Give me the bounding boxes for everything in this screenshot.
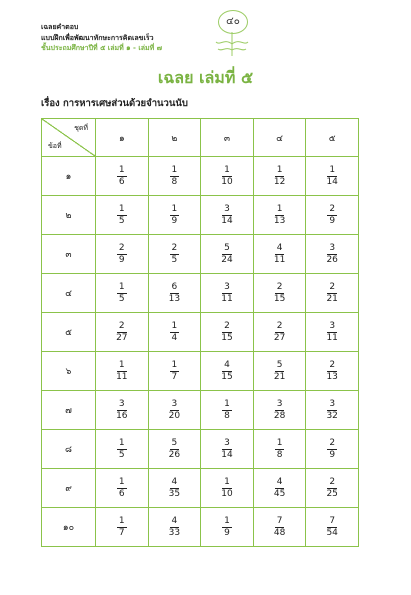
answer-cell [148, 196, 201, 235]
row-label: ๔ [42, 274, 96, 313]
fraction [272, 321, 287, 344]
denominator: 45 [273, 488, 286, 499]
column-header: ๒ [148, 119, 201, 157]
corner-bottom-label: ข้อที่ [48, 142, 62, 150]
fraction [324, 360, 339, 383]
numerator: 3 [276, 398, 283, 409]
numerator: 2 [224, 320, 230, 331]
answer-cell [148, 469, 201, 508]
answer-cell [148, 352, 201, 391]
numerator: 1 [171, 203, 178, 214]
page-subtitle: เรื่อง การหารเศษส่วนด้วยจำนวนนับ [41, 98, 188, 109]
page-title: เฉลย เล่มที่ ๕ [157, 68, 254, 87]
answer-cell [148, 235, 201, 274]
numerator: 7 [329, 515, 336, 526]
row-label: ๖ [42, 352, 96, 391]
numerator: 2 [329, 203, 336, 214]
numerator: 3 [329, 242, 336, 253]
answer-cell [253, 469, 306, 508]
numerator: 1 [276, 203, 283, 214]
answer-cell [96, 274, 149, 313]
answer-cell [306, 352, 359, 391]
answer-cell [306, 508, 359, 547]
fraction [327, 438, 337, 461]
denominator: 27 [273, 332, 286, 343]
fraction [324, 321, 339, 344]
corner-top-label: ชุดที่ [74, 124, 88, 132]
answer-cell [201, 196, 254, 235]
denominator: 33 [168, 527, 181, 538]
denominator: 5 [118, 215, 125, 226]
denominator: 14 [221, 215, 233, 226]
answer-cell [96, 313, 149, 352]
answer-cell [306, 313, 359, 352]
fraction [117, 282, 127, 305]
numerator: 2 [276, 281, 283, 292]
denominator: 8 [276, 449, 283, 460]
denominator: 10 [221, 176, 233, 187]
fraction [272, 282, 287, 305]
numerator: 4 [224, 359, 230, 370]
denominator: 8 [171, 176, 178, 187]
numerator: 3 [118, 398, 125, 409]
fraction [324, 243, 339, 266]
page-header [41, 22, 162, 54]
answer-cell [96, 430, 149, 469]
fraction [272, 165, 287, 188]
table-row [42, 235, 359, 274]
row-label: ๙ [42, 469, 96, 508]
numerator: 1 [171, 359, 178, 370]
header-line-3: ชั้นประถมศึกษาปีที่ ๕ เล่มที่ ๑ - เล่มที่ ๗ [41, 44, 162, 52]
numerator: 3 [171, 398, 178, 409]
row-label: ๕ [42, 313, 96, 352]
row-label: ๑๐ [42, 508, 96, 547]
denominator: 11 [273, 254, 286, 265]
denominator: 32 [326, 410, 338, 421]
answer-cell [96, 469, 149, 508]
answer-cell [253, 391, 306, 430]
answer-cell [306, 391, 359, 430]
denominator: 11 [116, 371, 128, 382]
fraction [170, 165, 180, 188]
fraction [117, 438, 127, 461]
numerator: 5 [171, 437, 178, 448]
fraction [272, 399, 287, 422]
answer-cell [201, 391, 254, 430]
denominator: 15 [221, 332, 233, 343]
denominator: 9 [118, 254, 125, 265]
fraction [219, 360, 234, 383]
answer-cell [96, 157, 149, 196]
denominator: 13 [326, 371, 338, 382]
column-header: ๓ [201, 119, 254, 157]
fraction [114, 321, 129, 344]
answer-cell [96, 391, 149, 430]
denominator: 28 [273, 410, 286, 421]
numerator: 3 [329, 320, 336, 331]
numerator: 4 [276, 242, 283, 253]
row-label: ๑ [42, 157, 96, 196]
table-row [42, 196, 359, 235]
numerator: 2 [118, 242, 125, 253]
fraction [219, 477, 234, 500]
denominator: 16 [116, 410, 128, 421]
table-row [42, 157, 359, 196]
numerator: 1 [118, 476, 125, 487]
fraction [167, 282, 182, 305]
answer-cell [148, 508, 201, 547]
denominator: 48 [273, 527, 286, 538]
denominator: 11 [221, 293, 233, 304]
numerator: 4 [276, 476, 283, 487]
fraction [117, 165, 127, 188]
denominator: 5 [118, 293, 125, 304]
page-number: ๔๐ [218, 10, 248, 34]
fraction [167, 477, 182, 500]
answer-cell [148, 157, 201, 196]
fraction [219, 438, 234, 461]
denominator: 20 [168, 410, 181, 421]
fraction [222, 399, 232, 422]
numerator: 7 [276, 515, 283, 526]
numerator: 1 [118, 164, 125, 175]
fraction [170, 321, 180, 344]
fraction [167, 516, 182, 539]
denominator: 14 [326, 176, 338, 187]
answer-cell [253, 313, 306, 352]
numerator: 2 [329, 281, 336, 292]
denominator: 6 [118, 488, 125, 499]
table-row [42, 352, 359, 391]
denominator: 10 [221, 488, 233, 499]
denominator: 35 [168, 488, 181, 499]
answer-cell [201, 235, 254, 274]
numerator: 2 [329, 359, 336, 370]
numerator: 2 [276, 320, 283, 331]
answer-cell [96, 508, 149, 547]
fraction [219, 321, 234, 344]
table-row [42, 469, 359, 508]
denominator: 21 [326, 293, 338, 304]
answer-cell [148, 430, 201, 469]
numerator: 1 [171, 320, 178, 331]
answer-cell [253, 430, 306, 469]
table-row [42, 508, 359, 547]
numerator: 1 [171, 164, 178, 175]
denominator: 15 [221, 371, 233, 382]
denominator: 7 [171, 371, 178, 382]
fraction [324, 165, 339, 188]
column-header: ๑ [96, 119, 149, 157]
fraction [222, 516, 232, 539]
fraction [275, 438, 285, 461]
answer-cell [96, 235, 149, 274]
denominator: 11 [326, 332, 338, 343]
denominator: 5 [118, 449, 125, 460]
header-line-2: แบบฝึกเพื่อพัฒนาทักษะการคิดเลขเร็ว [41, 33, 154, 42]
answer-cell [201, 274, 254, 313]
fraction [117, 477, 127, 500]
fraction [219, 204, 234, 227]
numerator: 1 [329, 164, 336, 175]
fraction [219, 282, 234, 305]
answer-cell [253, 508, 306, 547]
answer-cell [201, 430, 254, 469]
answer-cell [306, 430, 359, 469]
fraction [117, 516, 127, 539]
fraction [114, 360, 129, 383]
numerator: 3 [224, 281, 230, 292]
fraction [167, 438, 182, 461]
fraction [272, 516, 287, 539]
fraction [170, 360, 180, 383]
answer-cell [96, 352, 149, 391]
numerator: 2 [171, 242, 178, 253]
fraction [324, 282, 339, 305]
numerator: 2 [329, 476, 336, 487]
row-label: ๓ [42, 235, 96, 274]
answer-cell [201, 508, 254, 547]
fraction [327, 204, 337, 227]
denominator: 8 [224, 410, 230, 421]
answer-cell [148, 313, 201, 352]
table-row [42, 274, 359, 313]
table-row [42, 313, 359, 352]
denominator: 7 [118, 527, 125, 538]
fraction [167, 399, 182, 422]
fraction [170, 243, 180, 266]
numerator: 1 [224, 398, 230, 409]
numerator: 1 [276, 437, 283, 448]
answer-cell [253, 352, 306, 391]
answer-cell [306, 469, 359, 508]
table-row [42, 391, 359, 430]
denominator: 13 [168, 293, 181, 304]
fraction [272, 477, 287, 500]
fraction [272, 204, 287, 227]
numerator: 5 [276, 359, 283, 370]
denominator: 9 [224, 527, 230, 538]
denominator: 9 [329, 449, 336, 460]
row-label: ๗ [42, 391, 96, 430]
numerator: 4 [171, 515, 178, 526]
answer-cell [201, 469, 254, 508]
row-label: ๘ [42, 430, 96, 469]
answer-cell [253, 196, 306, 235]
numerator: 1 [276, 164, 283, 175]
numerator: 1 [118, 437, 125, 448]
numerator: 3 [329, 398, 336, 409]
numerator: 1 [118, 281, 125, 292]
corner-cell [42, 119, 96, 157]
denominator: 25 [326, 488, 338, 499]
answer-cell [306, 196, 359, 235]
fraction [114, 399, 129, 422]
fraction [219, 243, 234, 266]
numerator: 1 [224, 515, 230, 526]
denominator: 12 [273, 176, 286, 187]
numerator: 1 [118, 359, 125, 370]
fraction [117, 204, 127, 227]
fraction [170, 204, 180, 227]
fraction [324, 399, 339, 422]
numerator: 2 [118, 320, 125, 331]
denominator: 4 [171, 332, 178, 343]
fraction [219, 165, 234, 188]
answer-cell [253, 235, 306, 274]
fraction [324, 516, 339, 539]
answer-cell [201, 352, 254, 391]
table-header-row [42, 119, 359, 157]
fraction [272, 243, 287, 266]
fraction [324, 477, 339, 500]
denominator: 9 [329, 215, 336, 226]
header-line-1: เฉลยคำตอบ [41, 23, 79, 31]
denominator: 27 [116, 332, 128, 343]
numerator: 1 [118, 203, 125, 214]
denominator: 13 [273, 215, 286, 226]
answer-cell [253, 274, 306, 313]
denominator: 26 [168, 449, 181, 460]
fraction [272, 360, 287, 383]
answer-cell [148, 274, 201, 313]
fraction [117, 243, 127, 266]
denominator: 24 [221, 254, 233, 265]
table-row [42, 430, 359, 469]
answer-cell [306, 157, 359, 196]
answer-cell [253, 157, 306, 196]
corner-diagonal [42, 119, 95, 156]
numerator: 1 [224, 164, 230, 175]
answer-cell [201, 313, 254, 352]
numerator: 2 [329, 437, 336, 448]
denominator: 6 [118, 176, 125, 187]
numerator: 3 [224, 203, 230, 214]
denominator: 54 [326, 527, 338, 538]
column-header: ๔ [253, 119, 306, 157]
numerator: 3 [224, 437, 230, 448]
numerator: 1 [118, 515, 125, 526]
answer-cell [96, 196, 149, 235]
denominator: 21 [273, 371, 286, 382]
numerator: 4 [171, 476, 178, 487]
numerator: 6 [171, 281, 178, 292]
denominator: 9 [171, 215, 178, 226]
column-header: ๕ [306, 119, 359, 157]
answer-cell [306, 274, 359, 313]
answer-cell [306, 235, 359, 274]
denominator: 14 [221, 449, 233, 460]
numerator: 1 [224, 476, 230, 487]
denominator: 5 [171, 254, 178, 265]
answer-cell [201, 157, 254, 196]
numerator: 5 [224, 242, 230, 253]
answer-table [41, 118, 359, 547]
answer-cell [148, 391, 201, 430]
denominator: 15 [273, 293, 286, 304]
flourish-icon [212, 32, 252, 58]
row-label: ๒ [42, 196, 96, 235]
denominator: 26 [326, 254, 338, 265]
